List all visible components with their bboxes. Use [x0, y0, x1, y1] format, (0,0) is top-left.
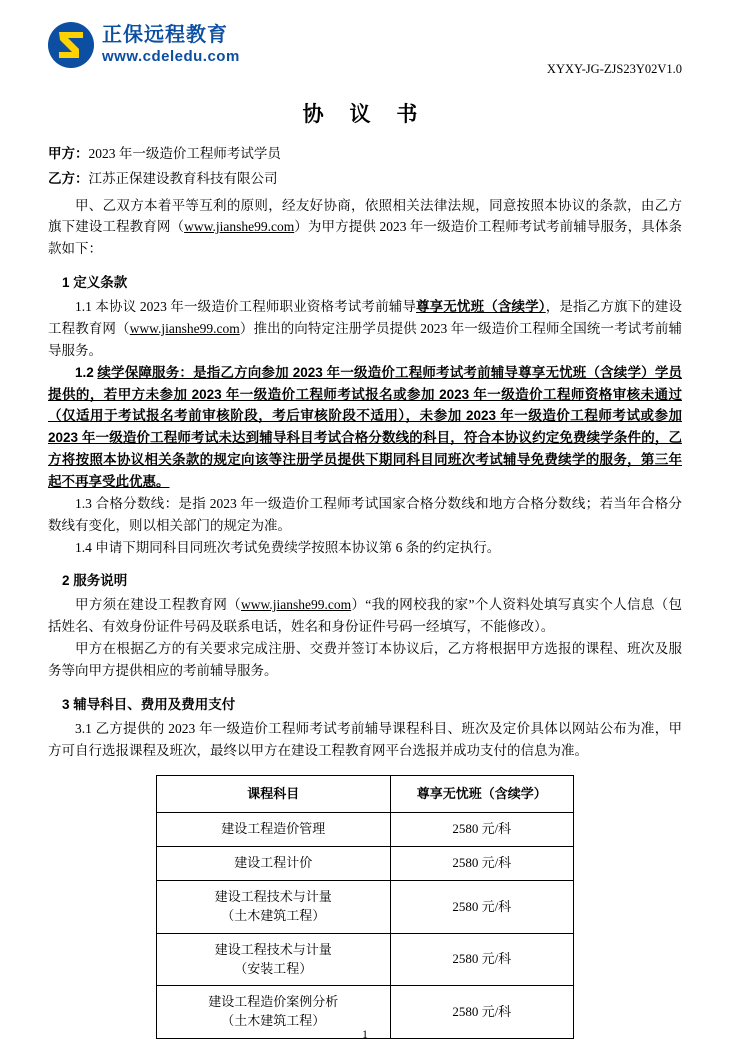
clause-1-1-number: 1.1 [75, 299, 92, 315]
jianshe99-link-3[interactable]: www.jianshe99.com [241, 597, 352, 613]
table-row [157, 813, 574, 847]
section-heading-1: 1 定义条款 [62, 275, 128, 291]
party-b-label: 乙方： [48, 171, 89, 187]
cell-subject: 建设工程计价 [157, 847, 391, 881]
clause-1-1-text-2: ，是指乙方旗下的建设工程教育网（ [48, 299, 683, 336]
section-2-paragraph-2 [48, 638, 682, 682]
table-row [157, 881, 574, 934]
clause-1-1 [48, 296, 682, 362]
fee-table-body [157, 813, 574, 1039]
column-header-price: 尊享无忧班（含续学） [390, 775, 573, 813]
swirl-logo-glyph [55, 28, 87, 62]
cell-subject: 建设工程技术与计量 （安装工程） [157, 933, 391, 986]
party-b-line [48, 169, 682, 189]
cell-price: 2580 元/科 [390, 881, 573, 934]
fee-table [156, 775, 574, 1040]
brand-website: www.cdeledu.com [102, 48, 240, 66]
brand-name: 正保远程教育 [102, 24, 228, 47]
clause-3-1-text: 乙方提供的 2023 年一级造价工程师考试考前辅导课程科目、班次及定价具体以网站公布为准，甲方可自行选报课程及班次，最终以甲方在建设工程教育网平台选报并成功支付的信息为准。 [48, 720, 683, 758]
clause-1-4-text: 申请下期同科目同班次考试免费续学按照本协议第 6 条的约定执行。 [95, 539, 501, 555]
party-b-value: 江苏正保建设教育科技有限公司 [88, 171, 278, 187]
preamble-text-1: 甲、乙双方本着平等互利的原则，经友好协商，依照相关法律法规，同意按照本协议的条款，由乙方旗下建设工程教育网（ [48, 197, 682, 235]
section-heading-3: 3 辅导科目、费用及费用支付 [62, 696, 236, 712]
page-title: 协 议 书 [302, 103, 428, 126]
clause-1-2-number: 1.2 [75, 364, 94, 380]
preamble-paragraph [48, 195, 682, 261]
clause-1-1-text-3: ）推出的向特定注册学员提供 2023 年一级造价工程师全国统一考试考前辅导服务。 [48, 320, 683, 358]
clause-1-4-number: 1.4 [75, 539, 92, 555]
cell-price: 2580 元/科 [390, 933, 573, 986]
swirl-logo-icon [48, 22, 94, 68]
section-2-text-1: 甲方须在建设工程教育网（ [75, 597, 242, 613]
clause-1-3-text: 合格分数线：是指 2023 年一级造价工程师考试国家合格分数线和地方合格分数线；若当年合格分数线有变化，则以相关部门的规定为准。 [48, 495, 683, 533]
party-a-line [48, 144, 682, 164]
cell-price: 2580 元/科 [390, 847, 573, 881]
page-number: 1 [362, 1029, 368, 1041]
cell-price: 2580 元/科 [390, 986, 573, 1039]
cell-subject: 建设工程造价案例分析 （土木建筑工程） [157, 986, 391, 1039]
clause-1-1-text-1: 本协议 2023 年一级造价工程师职业资格考试考前辅导 [95, 299, 416, 315]
document-code: XYXY-JG-ZJS23Y02V1.0 [546, 62, 682, 76]
party-a-label: 甲方： [48, 146, 89, 161]
clause-1-2-text: 是指乙方向参加 2023 年一级造价工程师考试考前辅导尊享无忧班（含续学）学员提供的，若甲方未参加 2023 年一级造价工程师考试报名或参加 2023 年一级造价工程师资格审核未通过（仅适用于考试报名考前审核阶段，考后审核阶段不适用），未参加 2023 年一级造价工程师考试或参加 2023 年一级造价工程师考试未达到辅导科目考试合格分数线的科目，符合本协议约定免费续学条件的，乙方将按照本协议相关条款的规定向该等注册学员提供下期同科目同班次考试辅导免费续学的服务，第三年起不再享受此优惠。 [48, 364, 683, 489]
party-a-value: 2023 年一级造价工程师考试学员 [88, 146, 281, 161]
section-2-paragraph-2-text: 甲方在根据乙方的有关要求完成注册、交费并签订本协议后，乙方将根据甲方选报的课程、班次及服务等向甲方提供相应的考前辅导服务。 [48, 641, 682, 678]
brand-block [48, 22, 240, 68]
clause-1-2 [48, 362, 682, 493]
jianshe99-link-2[interactable]: www.jianshe99.com [129, 320, 240, 336]
clause-1-2-heading: 续学保障服务： [97, 364, 194, 380]
brand-text [102, 25, 240, 65]
document-header [48, 22, 682, 84]
clause-1-3-number: 1.3 [75, 495, 92, 511]
table-header-row [157, 775, 574, 813]
table-row [157, 847, 574, 881]
section-2-paragraph-1 [48, 594, 682, 638]
cell-subject: 建设工程造价管理 [157, 813, 391, 847]
cell-subject: 建设工程技术与计量 （土木建筑工程） [157, 881, 391, 934]
section-heading-2: 2 服务说明 [62, 573, 128, 589]
cell-price: 2580 元/科 [390, 813, 573, 847]
clause-3-1-number: 3.1 [75, 720, 92, 736]
section-2-text-2: ）“我的网校我的家”个人资料处填写真实个人信息（包括姓名、有效身份证件号码及联系电话，姓名和身份证件号码一经填写，不能修改）。 [48, 597, 683, 635]
fee-table-wrapper [156, 775, 574, 1040]
table-row [157, 933, 574, 986]
preamble-text-2: ）为甲方提供 2023 年一级造价工程师考试考前辅导服务，具体条款如下： [48, 219, 683, 257]
clause-1-4 [48, 537, 682, 559]
column-header-subject: 课程科目 [157, 775, 391, 813]
clause-1-1-emphasis: 尊享无忧班（含续学） [416, 299, 546, 315]
jianshe99-link[interactable]: www.jianshe99.com [184, 219, 295, 235]
clause-1-3 [48, 493, 682, 537]
clause-3-1 [48, 718, 682, 762]
